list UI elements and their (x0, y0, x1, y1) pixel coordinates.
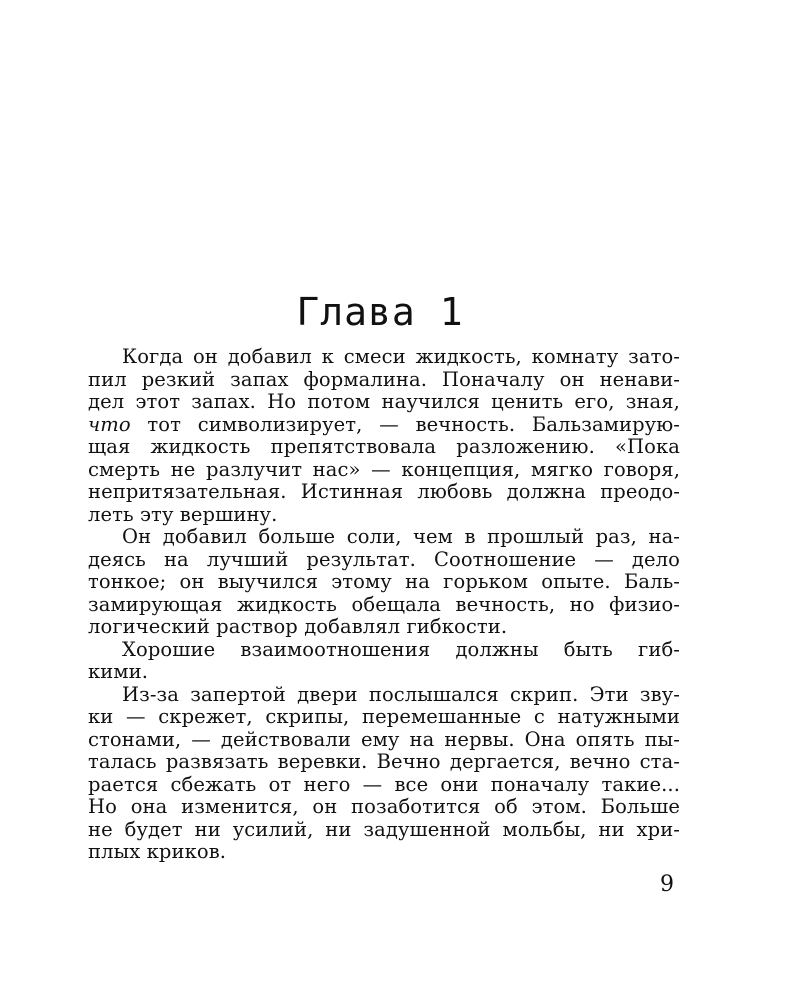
text-line: что тот символизирует, — вечность. Бальзамирую- (88, 412, 680, 436)
chapter-title: Глава 1 (296, 290, 464, 334)
text-line: дел этот запах. Но потом научился ценить его, зная, (88, 390, 680, 413)
text-line: не будет ни усилий, ни задушенной мольбы, ни хри- (88, 817, 680, 841)
text-line: леть эту вершину. (88, 502, 278, 526)
text-line: плых криков. (88, 840, 227, 863)
text-line: деясь на лучший результат. Соотношение — дело (88, 547, 680, 571)
page-number: 9 (660, 872, 674, 897)
text-line: Но она изменится, он позаботится об этом. Больше (88, 795, 680, 818)
text-line: Он добавил больше соли, чем в прошлый раз, на- (122, 525, 680, 548)
text-line: непритязательная. Истинная любовь должна преодо- (88, 480, 680, 503)
text-line: Когда он добавил к смеси жидкость, комнату зато- (122, 345, 680, 368)
emphasis-word: что (88, 412, 131, 436)
text-line: замирующая жидкость обещала вечность, но физио- (88, 592, 680, 616)
chapter-body (88, 346, 680, 864)
text-line: кими. (88, 660, 149, 683)
text-line: Хорошие взаимоотношения должны быть гиб- (122, 637, 680, 661)
text-line: рается сбежать от него — все они поначалу такие... (88, 772, 680, 796)
text-line: талась развязать веревки. Вечно дергается, вечно ста- (88, 750, 680, 773)
text-line: ки — скрежет, скрипы, перемешанные с натужными (88, 705, 680, 728)
text-line: щая жидкость препятствовала разложению. «Пока (88, 435, 680, 458)
text-line: пил резкий запах формалина. Поначалу он ненави- (88, 367, 680, 391)
text-line: логический раствор добавлял гибкости. (88, 615, 508, 638)
text-line: смерть не разлучит нас» — концепция, мягко говоря, (88, 457, 680, 481)
text-line: стонами, — действовали ему на нервы. Она опять пы- (88, 727, 680, 751)
text-line: Из-за запертой двери послышался скрип. Эти зву- (122, 682, 680, 706)
text-line: тонкое; он выучился этому на горьком опыте. Баль- (88, 570, 680, 593)
